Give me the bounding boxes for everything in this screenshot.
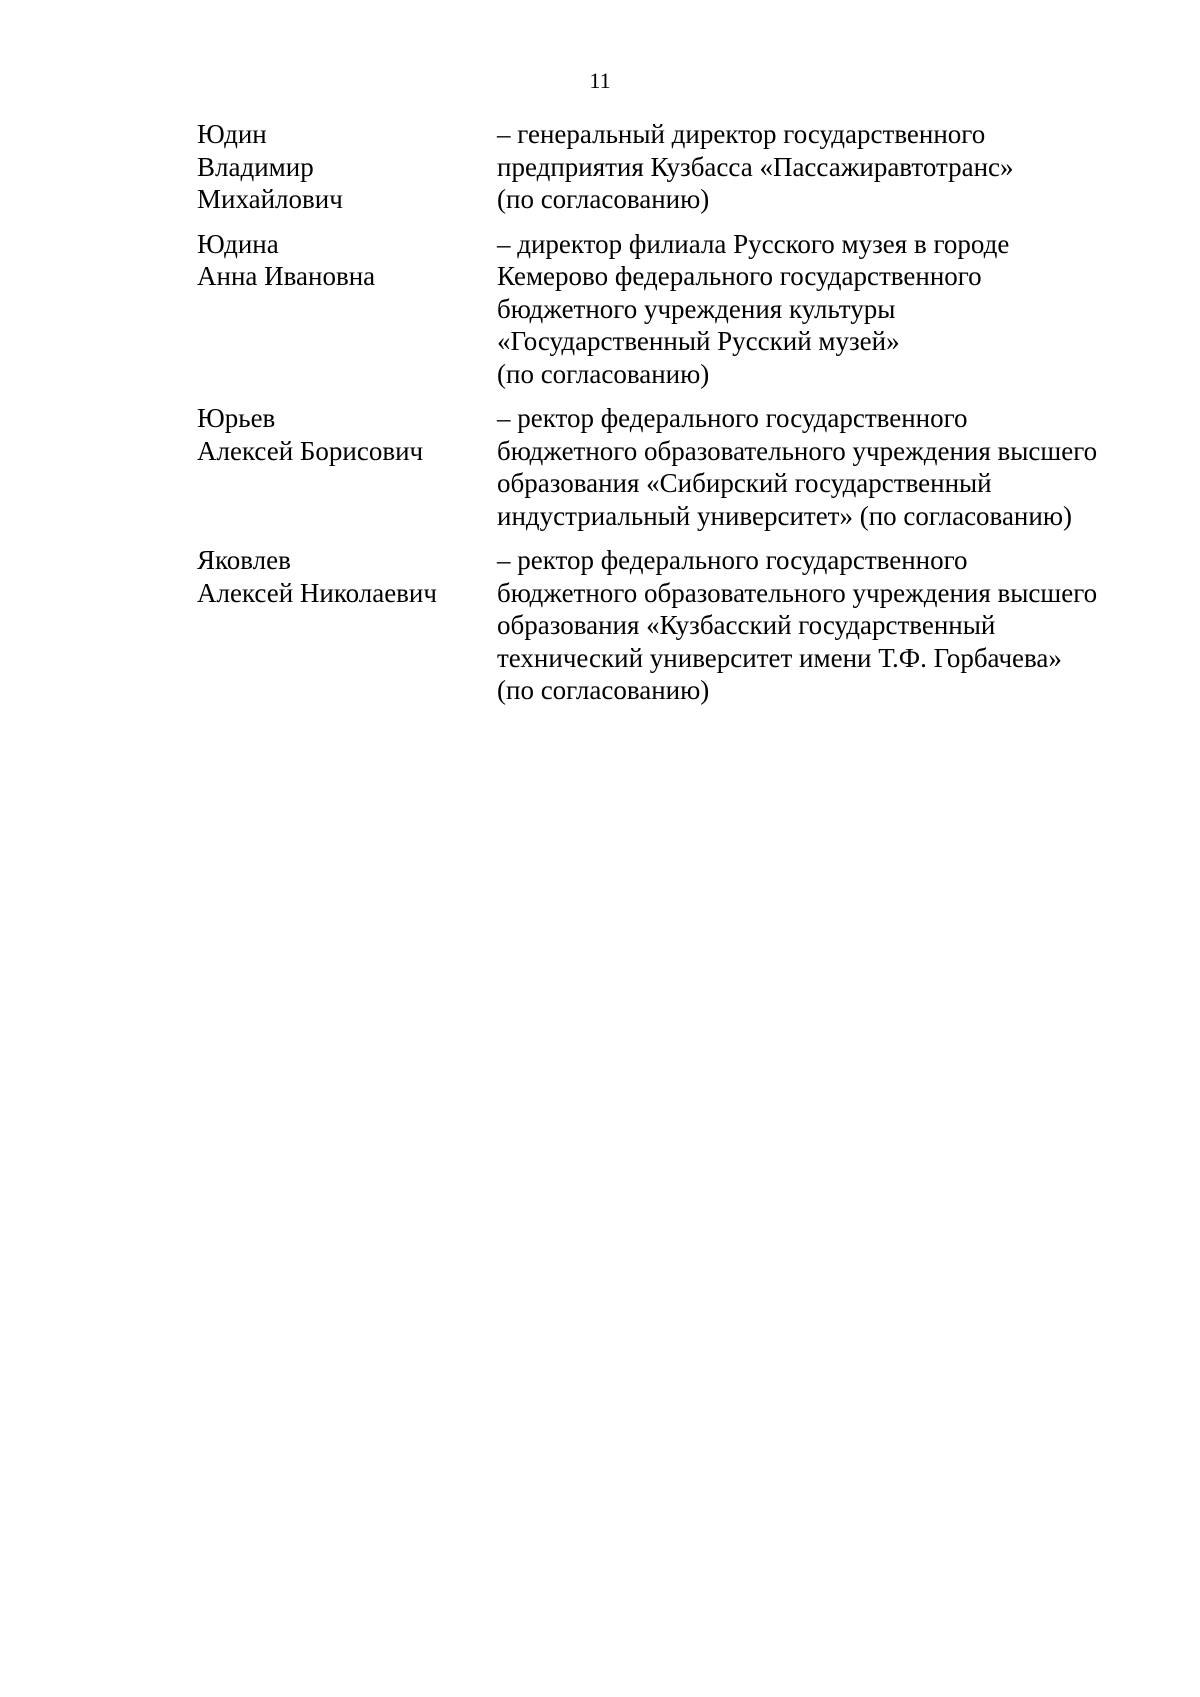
member-role-line: предприятия Кузбасса «Пассажиравтотранс»	[497, 151, 1014, 182]
member-role-line: – ректор федерального государственного	[497, 403, 968, 433]
member-name	[197, 228, 497, 391]
member-role-line: индустриальный университет» (по согласованию)	[497, 500, 1072, 531]
member-name-line: Юдин	[197, 119, 267, 149]
member-role-line: бюджетного образовательного учреждения высшего	[497, 577, 1098, 608]
member-role	[497, 402, 1147, 532]
member-name-line: Анна Ивановна	[197, 261, 376, 291]
member-role	[497, 544, 1147, 707]
member-role-line: образования «Сибирский государственный	[497, 468, 992, 498]
member-name	[197, 118, 497, 216]
member-entry	[197, 402, 1147, 532]
member-role-line: – директор филиала Русского музея в городе	[497, 228, 1010, 259]
member-role-line: бюджетного учреждения культуры	[497, 293, 896, 324]
member-name-line: Юдина	[197, 228, 279, 259]
member-role-line: (по согласованию)	[497, 675, 710, 705]
member-role-line: Кемерово федерального государственного	[497, 261, 982, 291]
member-role-line: бюджетного образовательного учреждения высшего	[497, 435, 1098, 466]
member-entry	[197, 228, 1147, 391]
member-name-line: Юрьев	[197, 403, 276, 433]
member-name	[197, 402, 497, 532]
member-role-line: (по согласованию)	[497, 358, 710, 389]
member-name	[197, 544, 497, 707]
member-name-line: Алексей Борисович	[197, 435, 424, 466]
member-name-line: Михайлович	[197, 184, 343, 214]
member-role	[497, 228, 1147, 391]
member-entry	[197, 118, 1147, 216]
member-role-line: технический университет имени Т.Ф. Горбачева»	[497, 642, 1062, 673]
member-role-line: – ректор федерального государственного	[497, 545, 968, 575]
page-number: 11	[589, 68, 611, 93]
members-list	[197, 118, 1147, 719]
member-entry	[197, 544, 1147, 707]
member-role	[497, 118, 1147, 216]
member-role-line: «Государственный Русский музей»	[497, 326, 900, 356]
member-role-line: образования «Кузбасский государственный	[497, 610, 996, 640]
member-name-line: Яковлев	[197, 545, 291, 575]
member-role-line: (по согласованию)	[497, 184, 710, 214]
member-name-line: Алексей Николаевич	[197, 577, 437, 608]
member-role-line: – генеральный директор государственного	[497, 119, 986, 149]
member-name-line: Владимир	[197, 151, 314, 182]
